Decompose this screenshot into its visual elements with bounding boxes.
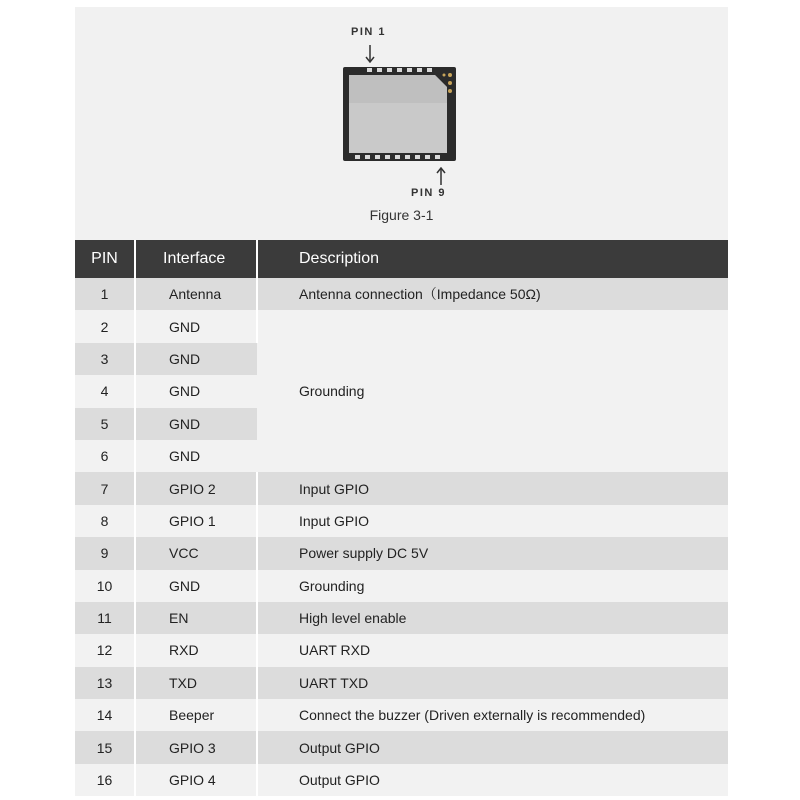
pin-number: 12	[75, 634, 135, 666]
table-row	[75, 278, 728, 310]
pin-interface: VCC	[135, 537, 257, 569]
pin-number: 3	[75, 343, 135, 375]
pin-number: 11	[75, 602, 135, 634]
table-row	[75, 667, 728, 699]
pin-description: Output GPIO	[257, 764, 728, 796]
pin-number: 16	[75, 764, 135, 796]
pin-number: 2	[75, 310, 135, 342]
figure-caption: Figure 3-1	[369, 207, 434, 223]
pin-interface: Beeper	[135, 699, 257, 731]
pin-number: 13	[75, 667, 135, 699]
pin-number: 14	[75, 699, 135, 731]
pin-interface: GND	[135, 343, 257, 375]
table-row	[75, 731, 728, 763]
header-pin: PIN	[75, 240, 135, 278]
pin-number: 4	[75, 375, 135, 407]
pin-interface: GPIO 4	[135, 764, 257, 796]
table-header-row	[75, 240, 728, 278]
pin-description: UART TXD	[257, 667, 728, 699]
pin-1-arrow-icon	[364, 45, 376, 63]
pin-number: 9	[75, 537, 135, 569]
pin-description: UART RXD	[257, 634, 728, 666]
pin-interface: EN	[135, 602, 257, 634]
table-row	[75, 505, 728, 537]
module-image	[343, 63, 456, 161]
pin-number: 10	[75, 570, 135, 602]
pin-9-label: PIN 9	[411, 187, 447, 199]
table-row	[75, 310, 728, 342]
pin-interface: GND	[135, 408, 257, 440]
grounding-description: Grounding	[257, 310, 728, 472]
pin-description: High level enable	[257, 602, 728, 634]
pin-9-arrow-icon	[435, 167, 447, 185]
pin-description: Output GPIO	[257, 731, 728, 763]
pin-number: 15	[75, 731, 135, 763]
pin-description: Power supply DC 5V	[257, 537, 728, 569]
table-row	[75, 764, 728, 796]
pin-number: 5	[75, 408, 135, 440]
pin-interface: GND	[135, 375, 257, 407]
table-row	[75, 602, 728, 634]
pin-number: 8	[75, 505, 135, 537]
module-figure	[75, 7, 728, 240]
pin-interface: Antenna	[135, 278, 257, 310]
pin-interface: GND	[135, 570, 257, 602]
table-row	[75, 699, 728, 731]
pin-interface: GND	[135, 310, 257, 342]
pin-number: 7	[75, 472, 135, 504]
pin-description: Antenna connection（Impedance 50Ω)	[257, 278, 728, 310]
pin-number: 6	[75, 440, 135, 472]
table-row	[75, 472, 728, 504]
pin-1-label: PIN 1	[351, 26, 387, 38]
header-interface: Interface	[135, 240, 257, 278]
pin-description: Input GPIO	[257, 472, 728, 504]
pin-table	[75, 240, 728, 796]
table-row	[75, 570, 728, 602]
pin-interface: GPIO 1	[135, 505, 257, 537]
header-description: Description	[257, 240, 728, 278]
pin-number: 1	[75, 278, 135, 310]
pin-description: Connect the buzzer (Driven externally is recommended)	[257, 699, 728, 731]
pin-description: Input GPIO	[257, 505, 728, 537]
pin-interface: GPIO 2	[135, 472, 257, 504]
pin-description: Grounding	[257, 570, 728, 602]
table-row	[75, 537, 728, 569]
table-row	[75, 634, 728, 666]
pin-interface: TXD	[135, 667, 257, 699]
pin-interface: RXD	[135, 634, 257, 666]
pin-interface: GND	[135, 440, 257, 472]
pin-interface: GPIO 3	[135, 731, 257, 763]
